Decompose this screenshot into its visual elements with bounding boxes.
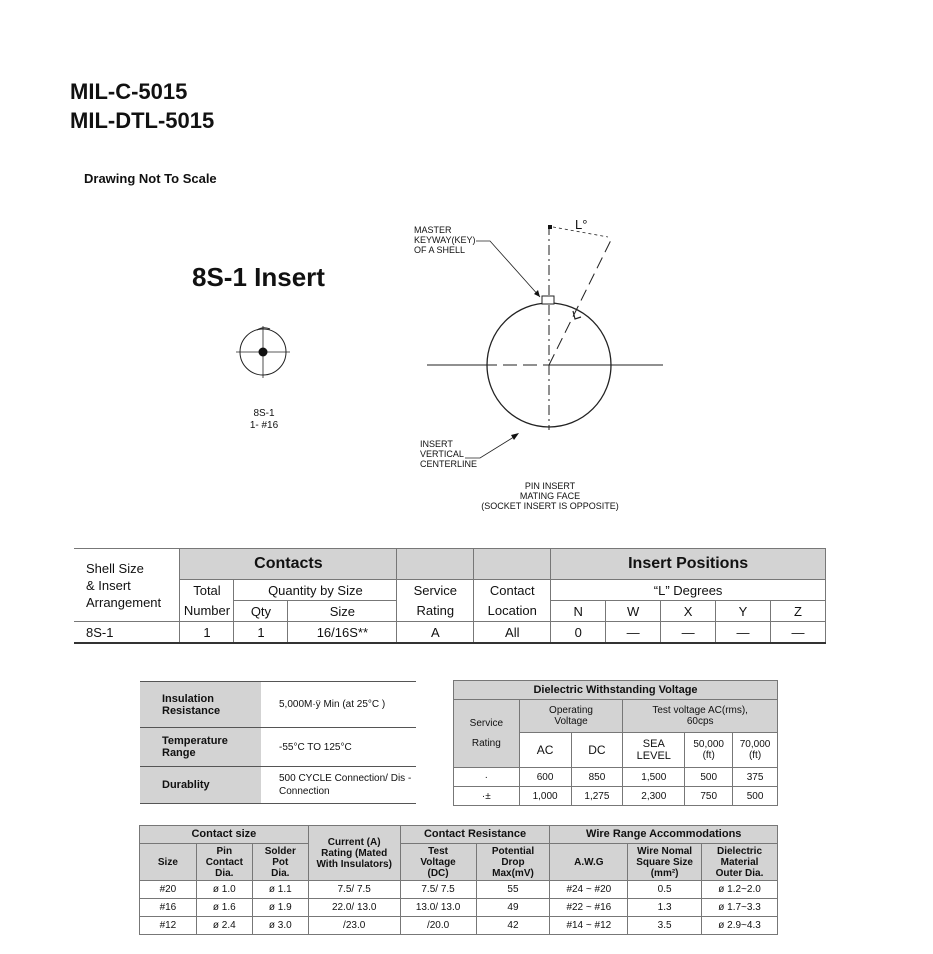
arrangement-cell: 8S-1 xyxy=(74,622,180,644)
service-label: Service xyxy=(469,717,504,729)
number-header: Number xyxy=(180,601,234,622)
spec-cell: ø 3.0 xyxy=(252,917,308,935)
resistance-header: Contact Resistance xyxy=(400,826,550,844)
current-header: Current (A) Rating (Mated With Insulators) xyxy=(308,826,400,881)
spec-cell: #12 xyxy=(140,917,197,935)
wire-range-header: Wire Range Accommodations xyxy=(550,826,778,844)
property-label: Insulation Resistance xyxy=(140,682,261,728)
w-cell: — xyxy=(606,622,661,644)
shell-header-3: Arrangement xyxy=(86,594,162,610)
voltage-cell: 600 xyxy=(519,768,571,787)
contacts-header: Contacts xyxy=(180,549,397,580)
dielectric-header: Dielectric Material Outer Dia. xyxy=(702,844,778,881)
spec-cell: 13.0/ 13.0 xyxy=(400,899,476,917)
keyway-line-1: MASTER xyxy=(414,225,452,235)
spec-cell: #16 xyxy=(140,899,197,917)
title-line-2: MIL-DTL-5015 xyxy=(70,108,215,133)
n-cell: 0 xyxy=(551,622,606,644)
spec-cell: 49 xyxy=(476,899,550,917)
spec-cell: 0.5 xyxy=(628,881,702,899)
position-x: X xyxy=(661,601,716,622)
spec-cell: ø 1.0 xyxy=(196,881,252,899)
keyway-leader xyxy=(476,241,540,297)
property-value: 500 CYCLE Connection/ Dis - Connection xyxy=(261,767,416,804)
voltage-cell: 1,000 xyxy=(519,787,571,806)
angle-line xyxy=(549,238,612,365)
table-row xyxy=(140,917,778,935)
insert-symbol-icon xyxy=(236,324,292,380)
spec-cell: 7.5/ 7.5 xyxy=(400,881,476,899)
insert-label-line-2: 1- #16 xyxy=(249,420,279,431)
rating-label: Rating xyxy=(471,737,501,749)
position-y: Y xyxy=(716,601,771,622)
centerline-label xyxy=(420,439,477,469)
operating-header: Operating Voltage xyxy=(519,700,623,733)
location-header: Location xyxy=(474,601,551,622)
spec-cell: #24 ~ #20 xyxy=(550,881,628,899)
keyway-line-2: KEYWAY(KEY) xyxy=(414,235,476,245)
size-header: Size xyxy=(140,844,197,881)
voltage-cell: 850 xyxy=(571,768,623,787)
shell-header-2: & Insert xyxy=(86,577,131,593)
contact-spec-table xyxy=(139,825,778,935)
pin-insert-line-3: (SOCKET INSERT IS OPPOSITE) xyxy=(481,501,619,511)
spec-cell: ø 1.2~2.0 xyxy=(702,881,778,899)
ft70-unit: (ft) xyxy=(748,750,762,761)
property-label: Temperature Range xyxy=(140,728,261,767)
ft50-header xyxy=(685,733,733,768)
service-header: Service xyxy=(397,580,474,601)
test-header: Test voltage AC(rms), 60cps xyxy=(623,700,778,733)
scale-note: Drawing Not To Scale xyxy=(84,171,217,186)
pin-header: Pin Contact Dia. xyxy=(196,844,252,881)
position-n: N xyxy=(551,601,606,622)
spec-cell: ø 1.9 xyxy=(252,899,308,917)
z-cell: — xyxy=(770,622,825,644)
l-degrees-header: “L” Degrees xyxy=(551,580,826,601)
spec-cell: 3.5 xyxy=(628,917,702,935)
pin-insert-line-1: PIN INSERT xyxy=(524,481,576,491)
solder-header: Solder Pot Dia. xyxy=(252,844,308,881)
voltage-cell: ·± xyxy=(454,787,520,806)
table-row xyxy=(140,682,416,728)
insert-diagram xyxy=(410,215,680,515)
table-row xyxy=(140,728,416,767)
total-header: Total xyxy=(180,580,234,601)
spec-cell: #20 xyxy=(140,881,197,899)
contact-header: Contact xyxy=(474,580,551,601)
voltage-cell: 500 xyxy=(685,768,733,787)
insert-symbol-label xyxy=(234,408,294,432)
voltage-title: Dielectric Withstanding Voltage xyxy=(454,681,778,700)
voltage-cell: 2,300 xyxy=(623,787,685,806)
spec-cell: 55 xyxy=(476,881,550,899)
insert-label-line-1: 8S-1 xyxy=(253,408,275,419)
properties-table xyxy=(140,681,416,804)
spec-cell: #22 ~ #16 xyxy=(550,899,628,917)
voltage-cell: 500 xyxy=(733,787,778,806)
spec-cell: 42 xyxy=(476,917,550,935)
ac-header: AC xyxy=(519,733,571,768)
spec-cell: 7.5/ 7.5 xyxy=(308,881,400,899)
qty-header: Qty xyxy=(234,601,288,622)
table-row xyxy=(74,622,826,644)
shell-header-1: Shell Size xyxy=(86,560,144,576)
spec-cell: 1.3 xyxy=(628,899,702,917)
keyway-line-3: OF A SHELL xyxy=(414,245,466,255)
spec-cell: ø 2.9~4.3 xyxy=(702,917,778,935)
angle-label: L° xyxy=(575,217,588,232)
pin-insert-label xyxy=(470,481,630,511)
ft50-value: 50,000 xyxy=(693,739,724,750)
rating-header: Rating xyxy=(397,601,474,622)
ft70-header xyxy=(733,733,778,768)
spec-cell: ø 1.6 xyxy=(196,899,252,917)
awg-header: A.W.G xyxy=(550,844,628,881)
spec-cell: 22.0/ 13.0 xyxy=(308,899,400,917)
spec-cell: ø 1.7~3.3 xyxy=(702,899,778,917)
contacts-table xyxy=(74,548,826,644)
table-row xyxy=(140,899,778,917)
master-keyway-label xyxy=(414,225,476,255)
position-w: W xyxy=(606,601,661,622)
voltage-cell: 375 xyxy=(733,768,778,787)
shell-header xyxy=(74,549,180,622)
property-value: -55°C TO 125°C xyxy=(261,728,416,767)
test-voltage-header: Test Voltage (DC) xyxy=(400,844,476,881)
x-cell: — xyxy=(661,622,716,644)
table-row xyxy=(454,787,778,806)
voltage-cell: 750 xyxy=(685,787,733,806)
property-value: 5,000M·ÿ Min (at 25°C ) xyxy=(261,682,416,728)
spec-cell: #14 ~ #12 xyxy=(550,917,628,935)
centerline-line-1: INSERT xyxy=(420,439,453,449)
centerline-line-3: CENTERLINE xyxy=(420,459,478,469)
voltage-table xyxy=(453,680,778,806)
size-cell: 16/16S** xyxy=(288,622,397,644)
spec-cell: /20.0 xyxy=(400,917,476,935)
insert-positions-header: Insert Positions xyxy=(551,549,826,580)
position-z: Z xyxy=(770,601,825,622)
spec-cell: ø 1.1 xyxy=(252,881,308,899)
total-cell: 1 xyxy=(180,622,234,644)
property-label: Durablity xyxy=(140,767,261,804)
service-rating-header xyxy=(454,700,520,768)
potential-header: Potential Drop Max(mV) xyxy=(476,844,550,881)
dc-header: DC xyxy=(571,733,623,768)
voltage-cell: 1,275 xyxy=(571,787,623,806)
sea-level-header: SEA LEVEL xyxy=(623,733,685,768)
centerline-line-2: VERTICAL xyxy=(420,449,464,459)
table-row xyxy=(140,767,416,804)
spec-cell: ø 2.4 xyxy=(196,917,252,935)
wire-nominal-header: Wire Nomal Square Size (mm²) xyxy=(628,844,702,881)
title-line-1: MIL-C-5015 xyxy=(70,79,188,104)
page-title xyxy=(70,77,214,135)
size-header: Size xyxy=(288,601,397,622)
insert-title: 8S-1 Insert xyxy=(192,262,325,292)
table-row xyxy=(454,768,778,787)
contact-size-header: Contact size xyxy=(140,826,309,844)
table-row xyxy=(140,881,778,899)
y-cell: — xyxy=(716,622,771,644)
location-cell: All xyxy=(474,622,551,644)
qty-cell: 1 xyxy=(234,622,288,644)
voltage-cell: · xyxy=(454,768,520,787)
service-cell: A xyxy=(397,622,474,644)
quantity-header: Quantity by Size xyxy=(234,580,397,601)
voltage-cell: 1,500 xyxy=(623,768,685,787)
ft70-value: 70,000 xyxy=(739,739,771,750)
pin-insert-line-2: MATING FACE xyxy=(519,491,581,501)
spec-cell: /23.0 xyxy=(308,917,400,935)
ft50-unit: (ft) xyxy=(702,750,715,761)
